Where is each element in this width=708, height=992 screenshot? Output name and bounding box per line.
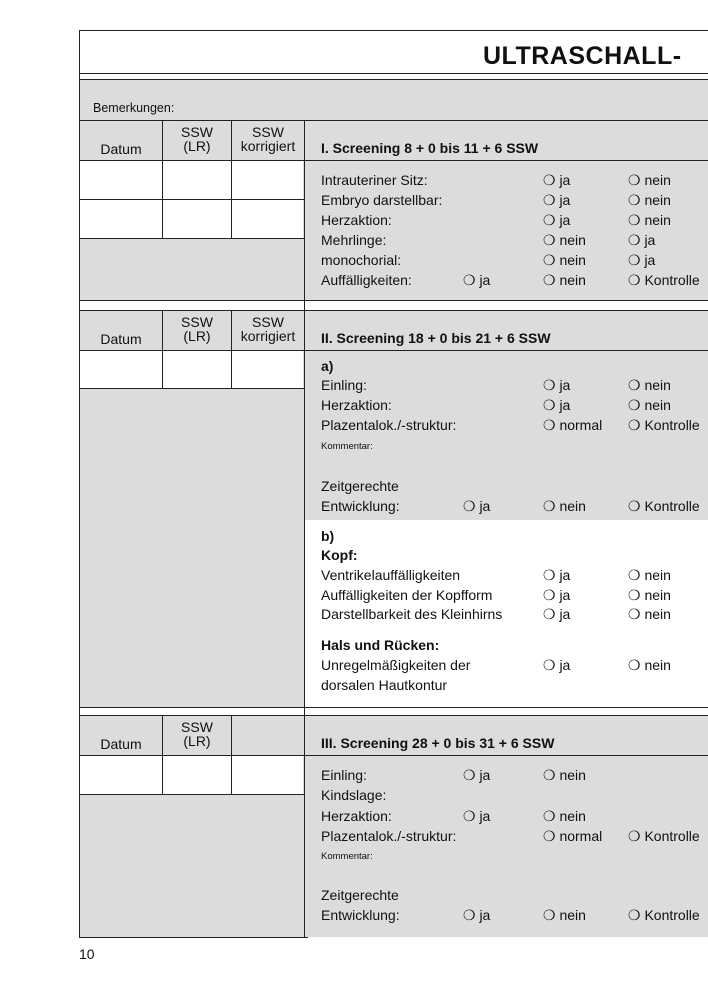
s2-option[interactable]: ❍ ja	[543, 606, 571, 622]
s2-cell-bg[interactable]	[80, 351, 303, 388]
s1-option[interactable]: ❍ Kontrolle	[628, 272, 700, 288]
s3-option[interactable]: ❍ nein	[543, 808, 586, 824]
s2-col-datum: Datum	[100, 331, 142, 347]
s2-kopf-heading: Kopf:	[321, 547, 358, 563]
s1-heading: I. Screening 8 + 0 bis 11 + 6 SSW	[321, 140, 539, 156]
s1-option[interactable]: ❍ ja	[543, 192, 571, 208]
s3-option[interactable]: ❍ ja	[463, 767, 491, 783]
s2-col-ssw: SSW	[181, 314, 213, 330]
s1-option[interactable]: ❍ ja	[543, 172, 571, 188]
s2-option[interactable]: ❍ nein	[628, 657, 671, 673]
s2-option[interactable]: ❍ Kontrolle	[628, 498, 700, 514]
s1-row-label: monochorial:	[321, 252, 402, 268]
s2-option[interactable]: ❍ nein	[628, 567, 671, 583]
s2-col-korrigiert: korrigiert	[240, 328, 296, 344]
s2-option[interactable]: ❍ ja	[463, 498, 491, 514]
s3-option[interactable]: ❍ ja	[463, 907, 491, 923]
s3-zeit-label: Zeitgerechte	[321, 887, 399, 903]
s2-hals-heading: Hals und Rücken:	[321, 637, 440, 653]
s1-cell-bg-2[interactable]	[80, 200, 303, 238]
s3-option[interactable]: ❍ nein	[543, 767, 586, 783]
s3-option[interactable]: ❍ Kontrolle	[628, 907, 700, 923]
s1-option[interactable]: ❍ ja	[628, 232, 656, 248]
s1-option[interactable]: ❍ nein	[543, 272, 586, 288]
s1-option[interactable]: ❍ nein	[628, 192, 671, 208]
s3-heading: III. Screening 28 + 0 bis 31 + 6 SSW	[321, 735, 555, 751]
s3-option[interactable]: ❍ normal	[543, 828, 603, 844]
s1-cell-bg-1[interactable]	[80, 161, 303, 199]
s2-option[interactable]: ❍ ja	[543, 587, 571, 603]
s2-heading: II. Screening 18 + 0 bis 21 + 6 SSW	[321, 330, 551, 346]
s3-einling-label: Einling:	[321, 767, 367, 783]
s1-option[interactable]: ❍ ja	[543, 212, 571, 228]
s2-option[interactable]: ❍ ja	[543, 377, 571, 393]
s1-auff-label: Auffälligkeiten:	[321, 272, 412, 288]
s3-col-ssw: SSW	[181, 719, 213, 735]
s2-option[interactable]: ❍ ja	[543, 567, 571, 583]
s2-col-lr: (LR)	[183, 328, 211, 344]
s2-kopf-label: Auffälligkeiten der Kopfform	[321, 587, 493, 603]
s2-entwicklung-label: Entwicklung:	[321, 498, 400, 514]
s1-row-label: Mehrlinge:	[321, 232, 387, 248]
s3-entwicklung-label: Entwicklung:	[321, 907, 400, 923]
page-number: 10	[79, 946, 95, 962]
s1-row-label: Embryo darstellbar:	[321, 192, 443, 208]
s1-option[interactable]: ❍ ja	[628, 252, 656, 268]
s2-col-ssw2: SSW	[252, 314, 284, 330]
bemerkungen-label: Bemerkungen:	[93, 101, 175, 115]
s2-b-label: b)	[321, 528, 335, 544]
s1-option[interactable]: ❍ nein	[628, 172, 671, 188]
s2-a-label: a)	[321, 358, 334, 374]
s1-row-label: Intrauteriner Sitz:	[321, 172, 428, 188]
s2-option[interactable]: ❍ nein	[543, 498, 586, 514]
s2-row-label: Herzaktion:	[321, 397, 392, 413]
s3-kindslage-label: Kindslage:	[321, 787, 387, 803]
s2-zeit-label: Zeitgerechte	[321, 478, 399, 494]
s3-herz-label: Herzaktion:	[321, 808, 392, 824]
s2-option[interactable]: ❍ Kontrolle	[628, 417, 700, 433]
s1-col-korrigiert: korrigiert	[240, 138, 296, 154]
s2-option[interactable]: ❍ nein	[628, 397, 671, 413]
s1-option[interactable]: ❍ nein	[543, 252, 586, 268]
s3-cell-bg[interactable]	[80, 756, 303, 794]
s2-option[interactable]: ❍ ja	[543, 397, 571, 413]
s2-option[interactable]: ❍ normal	[543, 417, 603, 433]
s2-option[interactable]: ❍ ja	[543, 657, 571, 673]
s3-plaz-label: Plazentalok./-struktur:	[321, 828, 457, 844]
s1-row-label: Herzaktion:	[321, 212, 392, 228]
s3-option[interactable]: ❍ ja	[463, 808, 491, 824]
s2-option[interactable]: ❍ nein	[628, 606, 671, 622]
s1-option[interactable]: ❍ nein	[628, 212, 671, 228]
s1-col-ssw2: SSW	[252, 124, 284, 140]
s1-col-ssw: SSW	[181, 124, 213, 140]
s2-kommentar-label: Kommentar:	[321, 441, 373, 452]
s3-option[interactable]: ❍ nein	[543, 907, 586, 923]
s2-option[interactable]: ❍ nein	[628, 587, 671, 603]
s3-option[interactable]: ❍ Kontrolle	[628, 828, 700, 844]
s3-col-datum: Datum	[100, 736, 142, 752]
s1-col-lr: (LR)	[183, 138, 211, 154]
s2-row-label: Einling:	[321, 377, 367, 393]
s3-kommentar-label: Kommentar:	[321, 851, 373, 862]
s1-option[interactable]: ❍ ja	[463, 272, 491, 288]
s2-option[interactable]: ❍ nein	[628, 377, 671, 393]
s2-kopf-label: Darstellbarkeit des Kleinhirns	[321, 606, 503, 622]
s2-left-bg	[79, 350, 304, 707]
s3-col-lr: (LR)	[183, 733, 211, 749]
s2-hals-label-1: Unregelmäßigkeiten der	[321, 657, 471, 673]
s2-kopf-label: Ventrikelauffälligkeiten	[321, 567, 461, 583]
s1-col-datum: Datum	[100, 141, 142, 157]
s2-hals-label-2: dorsalen Hautkontur	[321, 677, 448, 693]
page-title: ULTRASCHALL-	[483, 42, 682, 70]
s1-option[interactable]: ❍ nein	[543, 232, 586, 248]
s2-row-label: Plazentalok./-struktur:	[321, 417, 457, 433]
